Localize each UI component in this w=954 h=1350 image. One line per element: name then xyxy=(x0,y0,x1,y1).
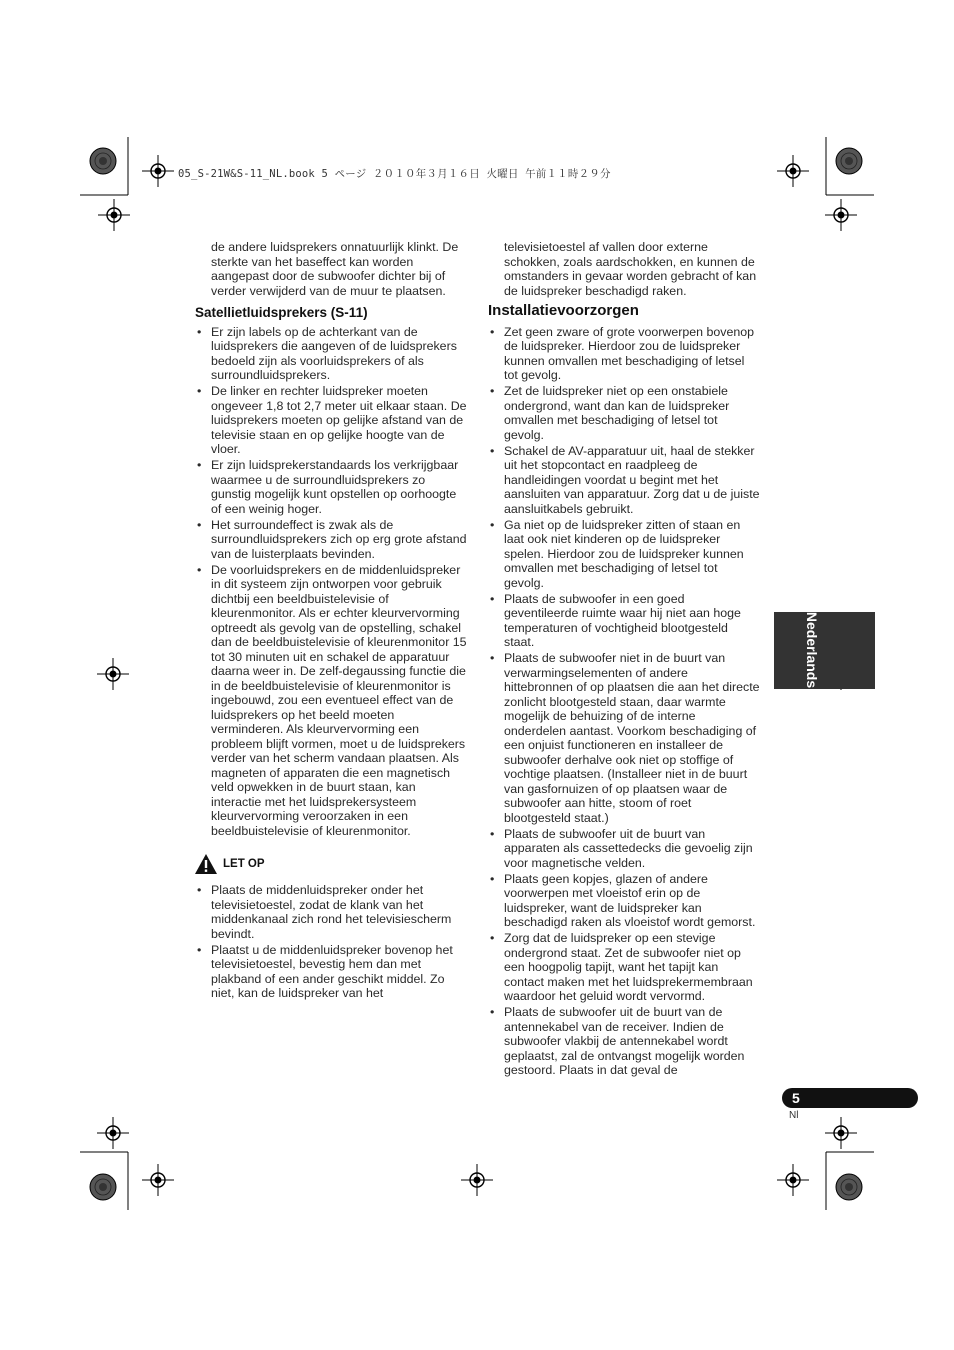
right-intro-text: televisietoestel af vallen door externe schokken, zoals aardschokken, en kunnen de omstanders in gevaar worden gebracht of kan de luidspreker beschadigd raken. xyxy=(504,240,757,298)
list-item: • Er zijn luidsprekerstandaards los verkrijgbaar waarmee u de surroundluidsprekers zo gunstig mogelijk kunt opstellen op oorhoogte of een weinig hoger. xyxy=(195,458,467,516)
list-item: • Plaats de middenluidspreker onder het televisietoestel, zodat de klank van het middenkanaal zich rond het televisiescherm bevindt. xyxy=(195,883,467,941)
list-item: • De linker en rechter luidspreker moeten ongeveer 1,8 tot 2,7 meter uit elkaar staan. De luidsprekers moeten op gelijke afstand van de televisie staan en op gelijke hoogte van de vloer. xyxy=(195,384,467,457)
language-tab xyxy=(774,612,875,689)
caution-label: LET OP xyxy=(223,857,265,870)
left-intro-text: de andere luidsprekers onnatuurlijk klinkt. De sterkte van het baseffect kan worden aangepast door de subwoofer dichter bij of verder verwijderd van de muur te plaatsen. xyxy=(211,240,459,298)
caution-list xyxy=(195,883,467,1001)
list-item: • Plaatst u de middenluidspreker bovenop het televisietoestel, bevestig hem dan met plakband of een ander geschikt middel. Zo niet, kan de luidspreker van het xyxy=(195,943,467,1001)
list-item: • Plaats geen kopjes, glazen of andere voorwerpen met vloeistof erin op de luidspreker, want de luidspreker kan beschadigd raken als vloeistof wordt gemorst. xyxy=(488,872,760,930)
caution-header xyxy=(195,854,467,874)
list-item: • Plaats de subwoofer uit de buurt van de antennekabel van de receiver. Indien de subwoofer vlakbij de antennekabel wordt geplaatst, zal de ontvangst mogelijk worden gestoord. Plaats in dat geval de xyxy=(488,1005,760,1078)
section-heading-installation: Installatievoorzorgen xyxy=(488,302,639,319)
language-tab-label: Nederlands xyxy=(804,611,820,689)
page-number-pill xyxy=(782,1088,918,1108)
list-item: • Het surroundeffect is zwak als de surroundluidsprekers zich op erg grote afstand van de luisterplaats bevinden. xyxy=(195,518,467,562)
list-item: • Zorg dat de luidspreker op een stevige ondergrond staat. Zet de subwoofer niet op een hoogpolig tapijt, want het tapijt kan contact maken met het luidsprekermembraan waardoor het geluid wordt vervormd. xyxy=(488,931,760,1004)
list-item: • Ga niet op de luidspreker zitten of staan en laat ook niet kinderen op de luidspreker spelen. Hierdoor zou de luidspreker kunnen omvallen met beschadiging of letsel tot gevolg. xyxy=(488,518,760,591)
page-language-code: Nl xyxy=(789,1110,799,1121)
list-item: • Plaats de subwoofer uit de buurt van apparaten als cassettedecks die gevoelig zijn voor magnetische velden. xyxy=(488,827,760,871)
list-item: • Er zijn labels op de achterkant van de luidsprekers die aangeven of de luidsprekers bedoeld zijn als voorluidsprekers of als surroundluidsprekers. xyxy=(195,325,467,383)
section-heading-satellite: Satellietluidsprekers (S-11) xyxy=(195,305,368,320)
list-item: • Plaats de subwoofer in een goed geventileerde ruimte waar hij niet aan hoge temperaturen of vochtigheid blootgesteld staat. xyxy=(488,592,760,650)
installation-list xyxy=(488,325,760,1078)
list-item: • Plaats de subwoofer niet in de buurt van verwarmingselementen of andere hittebronnen of op plaatsen die aan het directe zonlicht blootgesteld staan, daar warmte mogelijk de behuizing of de interne onderdelen aantast. Voorkom beschadiging of een onjuist functioneren en installeer de subwoofer derhalve ook niet op stoffige of vochtige plaatsen. (Installeer niet in de buurt van gasfornuizen of op plaatsen waar de subwoofer aan hitte, stoom of roet blootgesteld staat.) xyxy=(488,651,760,825)
left-column xyxy=(195,240,467,1002)
list-item: • Schakel de AV-apparatuur uit, haal de stekker uit het stopcontact en raadpleeg de handleidingen voordat u begint met het aansluiten van apparatuur. Zorg dat u de juiste aansluitkabels gebruikt. xyxy=(488,444,760,517)
print-header: 05_S-21W&S-11_NL.book 5 ページ ２０１０年３月１６日 火曜日 午前１１時２９分 xyxy=(178,168,611,180)
satellite-list xyxy=(195,325,467,839)
right-column xyxy=(488,240,760,1079)
warning-triangle-icon xyxy=(195,854,217,874)
page-number: 5 xyxy=(792,1090,800,1106)
list-item: • Zet geen zware of grote voorwerpen bovenop de luidspreker. Hierdoor zou de luidspreker kunnen omvallen met beschadiging of letsel tot gevolg. xyxy=(488,325,760,383)
list-item: • Zet de luidspreker niet op een onstabiele ondergrond, want dan kan de luidspreker omvallen met beschadiging of letsel tot gevolg. xyxy=(488,384,760,442)
list-item: • De voorluidsprekers en de middenluidspreker in dit systeem zijn ontworpen voor gebruik dichtbij een beeldbuistelevisie of kleurenmonitor. Als er echter kleurvervorming optreedt als gevolg van de opstelling, schakel dan de beeldbuistelevisie of kleurenmonitor 15 tot 30 minuten uit en schakel de apparatuur daarna weer in. De zelf-degaussing functie die in de beeldbuistelevisie of kleurenmonitor is ingebouwd, zou een eventueel effect van de luidsprekers op het beeld moeten verminderen. Als kleurvervorming een probleem blijft vormen, moet u de luidsprekers verder van het scherm vandaan plaatsen. Als magneten of apparaten die een magnetisch veld opwekken in de buurt staan, kan interactie met het luidsprekersysteem kleurvervorming veroorzaken in een beeldbuistelevisie of kleurenmonitor. xyxy=(195,563,467,839)
